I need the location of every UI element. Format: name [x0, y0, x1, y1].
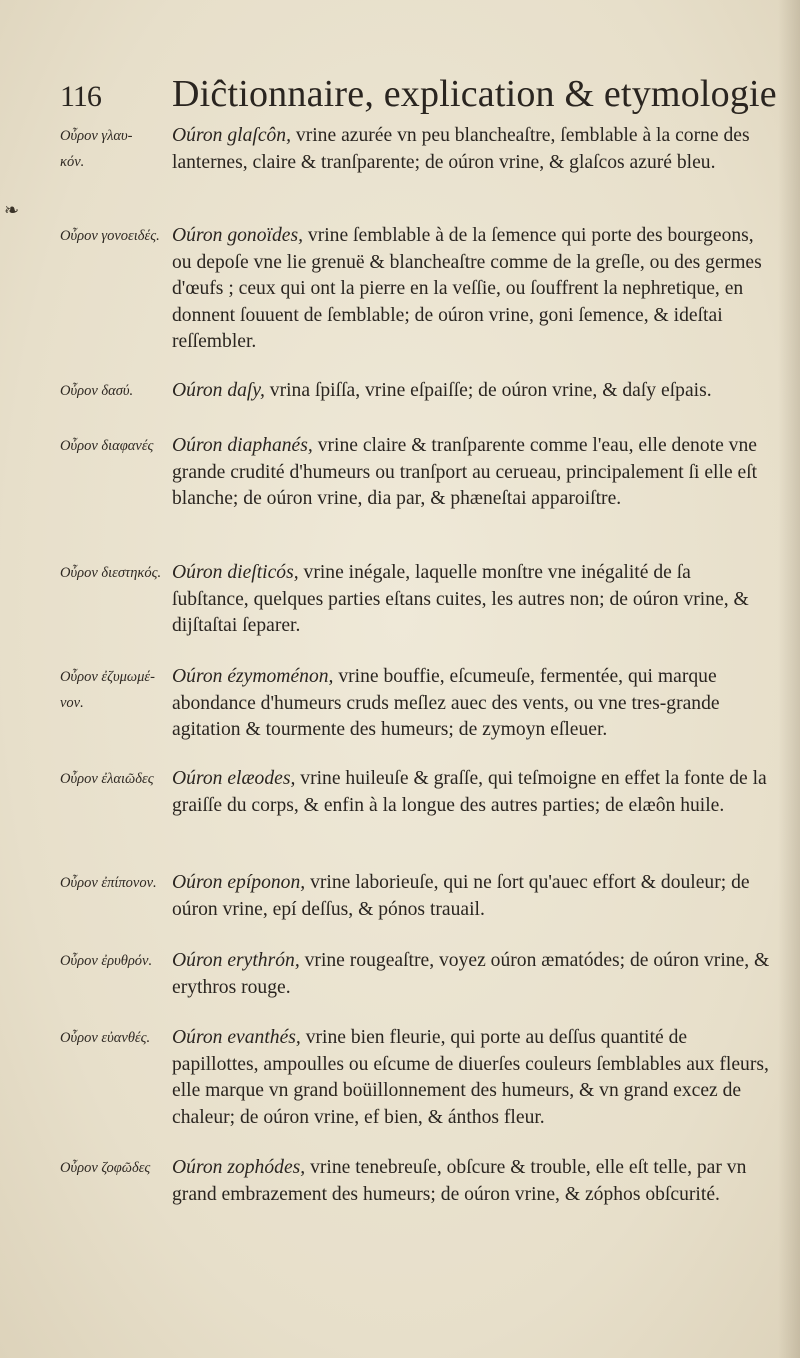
entry-lemma: Oúron daſy,: [172, 380, 265, 401]
greek-headword: Οὖρον ἐρυθρόν.: [60, 953, 153, 969]
entry-lemma: Oúron dieſticós,: [172, 562, 299, 583]
entry-body: [172, 870, 770, 923]
entry-lemma: Oúron elæodes,: [172, 768, 296, 789]
entry-definition: vrine laborieuſe, qui ne ſort qu'auec effort & douleur; de oúron vrine, epí deſſus, & pónos trauail.: [172, 872, 750, 920]
entry-definition: vrine claire & tranſparente comme l'eau, elle denote vne grande crudité d'humeurs ou tranſport au cerueau, principalement ſi elle eſt blanche; de oúron vrine, dia par, & phæneſtai apparoiſtre.: [172, 435, 758, 509]
entry-body: [172, 664, 770, 744]
margin-ink-mark: ❧: [4, 200, 20, 220]
entry-definition: vrine azurée vn peu blancheaſtre, ſemblable à la corne des lanternes, claire & tranſparente; de oúron vrine, & glaſcos azuré bleu.: [172, 125, 750, 173]
entry-lemma: Oúron diaphanés,: [172, 435, 313, 456]
entry-body: [172, 433, 770, 513]
entry-lemma: Oúron gonoïdes,: [172, 225, 303, 246]
entry-definition: vrina ſpiſſa, vrine eſpaiſſe; de oúron vrine, & daſy eſpais.: [264, 380, 712, 401]
entry-lemma: Oúron epíponon,: [172, 872, 306, 893]
greek-headword: Οὖρον γλαυ- κόν.: [60, 128, 133, 170]
entry-lemma: Oúron evanthés,: [172, 1027, 301, 1048]
entry-body: [172, 1155, 770, 1208]
greek-headword: Οὖρον ζοφῶδες: [60, 1160, 151, 1176]
greek-headword: Οὖρον διαφανές: [60, 438, 154, 454]
entry-body: [172, 766, 770, 819]
running-title: Diĉtionnaire, explication & etymologie: [172, 73, 777, 115]
entry-definition: vrine ſemblable à de la ſemence qui porte des bourgeons, ou depoſe vne lie grenuë & blancheaſtre comme de la greſle, ou des germes d'œufs ; ceux qui ont la pierre en la veſſie, ou ſouffrent la nephretique, en donnent ſouuent de ſemblable; de oúron vrine, goni ſemence, & ideſtai reſſembler.: [172, 225, 762, 352]
entry-lemma: Oúron erythrón,: [172, 950, 300, 971]
entry-body: [172, 560, 770, 640]
entry-lemma: Oúron ézymoménon,: [172, 666, 334, 687]
entry-definition: vrine huileuſe & graſſe, qui teſmoigne en effet la fonte de la graiſſe du corps, & enfin à la longue des autres parties; de elæôn huile.: [172, 768, 767, 816]
page-header: [60, 72, 777, 122]
entry-definition: vrine rougeaſtre, voyez oúron æmatódes; de oúron vrine, & erythros rouge.: [172, 950, 770, 998]
greek-headword: Οὖρον διεστηκός.: [60, 565, 162, 581]
entry-lemma: Oúron zophódes,: [172, 1157, 306, 1178]
entry-body: [172, 1025, 770, 1131]
entry-definition: vrine inégale, laquelle monſtre vne inégalité de ſa ſubſtance, quelques parties eſtans cuites, les autres non; de oúron vrine, & dijſtaſtai ſeparer.: [172, 562, 749, 636]
page-gutter-shadow: [778, 0, 800, 1358]
entry-body: [172, 123, 770, 176]
entry-body: [172, 378, 770, 405]
entry-body: [172, 223, 770, 356]
greek-headword: Οὖρον ἐλαιῶδες: [60, 771, 154, 787]
page-number: 116: [60, 80, 101, 113]
entry-definition: vrine tenebreuſe, obſcure & trouble, elle eſt telle, par vn grand embrazement des humeurs; de oúron vrine, & zóphos obſcurité.: [172, 1157, 747, 1205]
greek-headword: Οὖρον ἐπίπονον.: [60, 875, 157, 891]
greek-headword: Οὖρον δασύ.: [60, 383, 134, 399]
greek-headword: Οὖρον γονοειδές.: [60, 228, 160, 244]
entry-definition: vrine bien fleurie, qui porte au deſſus quantité de papillottes, ampoulles ou eſcume de diuerſes couleurs ſemblables aux fleurs, elle marque vn grand boüillonnement des humeurs, & vn grand excez de chaleur; de oúron vrine, ef bien, & ánthos fleur.: [172, 1027, 769, 1128]
entry-definition: vrine bouffie, eſcumeuſe, fermentée, qui marque abondance d'humeurs cruds meſlez auec des vents, ou vne tres-grande agitation & tourmente des humeurs; de zymoyn eſleuer.: [172, 666, 720, 740]
greek-headword: Οὖρον ἐζυμωμέ- νον.: [60, 669, 155, 711]
entry-lemma: Oúron glaſcôn,: [172, 125, 292, 146]
greek-headword: Οὖρον εὐανθές.: [60, 1030, 151, 1046]
entry-body: [172, 948, 770, 1001]
